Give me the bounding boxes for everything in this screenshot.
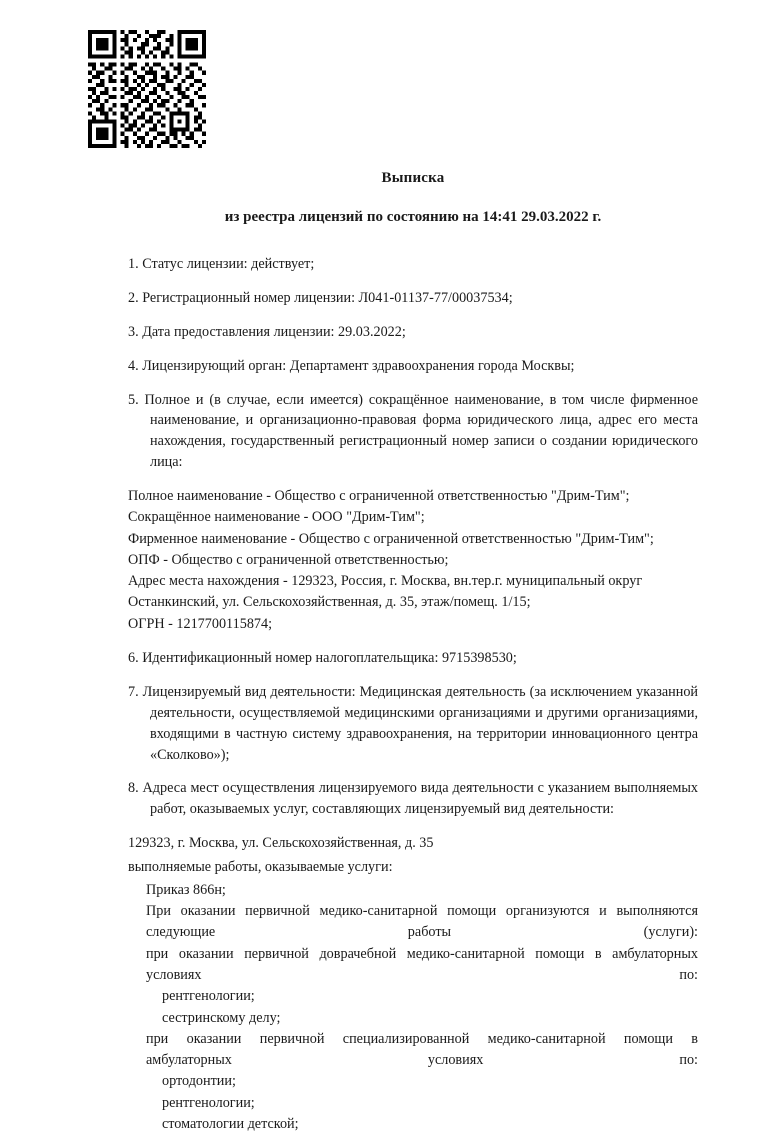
entity-brand-name: Фирменное наименование - Общество с ограниченной ответственностью "Дрим-Тим"; <box>128 530 654 547</box>
works-item: ортодонтии; <box>162 1073 236 1090</box>
document-subtitle: из реестра лицензий по состоянию на 14:41 29.03.2022 г. <box>224 209 602 225</box>
works-item: при оказании первичной специализированной медико-санитарной помощи в амбулаторных условиях по: <box>146 1030 698 1069</box>
list-item: 3. Дата предоставления лицензии: 29.03.2022; <box>128 323 406 340</box>
entity-short-name: Сокращённое наименование - ООО "Дрим-Тим"; <box>128 509 425 526</box>
list-item: 2. Регистрационный номер лицензии: Л041-01137-77/00037534; <box>128 289 513 306</box>
works-list <box>128 880 698 1135</box>
document-body <box>128 170 698 1135</box>
qr-code-icon <box>88 30 206 148</box>
activity-address: 129323, г. Москва, ул. Сельскохозяйственная, д. 35 <box>128 835 434 852</box>
works-header: выполняемые работы, оказываемые услуги: <box>128 858 393 875</box>
list-item: 4. Лицензирующий орган: Департамент здравоохранения города Москвы; <box>128 357 575 374</box>
list-item: 7. Лицензируемый вид деятельности: Медицинская деятельность (за исключением указанной деятельности, осуществляемой медицинскими организациями и другими организациями, входящими в частную систему здравоохранения, на территории инновационного центра «Сколково»); <box>128 683 698 763</box>
list-item: 6. Идентификационный номер налогоплательщика: 9715398530; <box>128 650 517 667</box>
entity-full-name: Полное наименование - Общество с ограниченной ответственностью "Дрим-Тим"; <box>128 488 630 504</box>
entity-legal-form: ОПФ - Общество с ограниченной ответственностью; <box>128 551 449 568</box>
document-title: Выписка <box>381 170 445 186</box>
list-item: 5. Полное и (в случае, если имеется) сокращённое наименование, в том числе фирменное наименование, и организационно-правовая форма юридического лица, адрес его места нахождения, государственный регистрационный номер записи о создании юридического лица: <box>128 391 698 471</box>
works-item: при оказании первичной доврачебной медико-санитарной помощи в амбулаторных условиях по: <box>146 945 698 983</box>
entity-address: Адрес места нахождения - 129323, Россия, г. Москва, вн.тер.г. муниципальный округ Останкинский, ул. Сельскохозяйственная, д. 35, этаж/помещ. 1/15; <box>128 573 643 611</box>
works-item: рентгенологии; <box>162 1094 255 1111</box>
list-item: 8. Адреса мест осуществления лицензируемого вида деятельности с указанием выполняемых работ, оказываемых услуг, составляющих лицензируемый вид деятельности: <box>128 780 698 818</box>
list-item: 1. Статус лицензии: действует; <box>128 256 315 272</box>
works-item: рентгенологии; <box>162 988 255 1005</box>
works-item: стоматологии детской; <box>162 1116 299 1133</box>
works-item: сестринскому делу; <box>162 1009 281 1026</box>
entity-details-block <box>128 486 698 635</box>
works-item: Приказ 866н; <box>146 881 226 898</box>
works-item: При оказании первичной медико-санитарной помощи организуются и выполняются следующие работы (услуги): <box>146 903 698 941</box>
entity-ogrn: ОГРН - 1217700115874; <box>128 615 273 632</box>
